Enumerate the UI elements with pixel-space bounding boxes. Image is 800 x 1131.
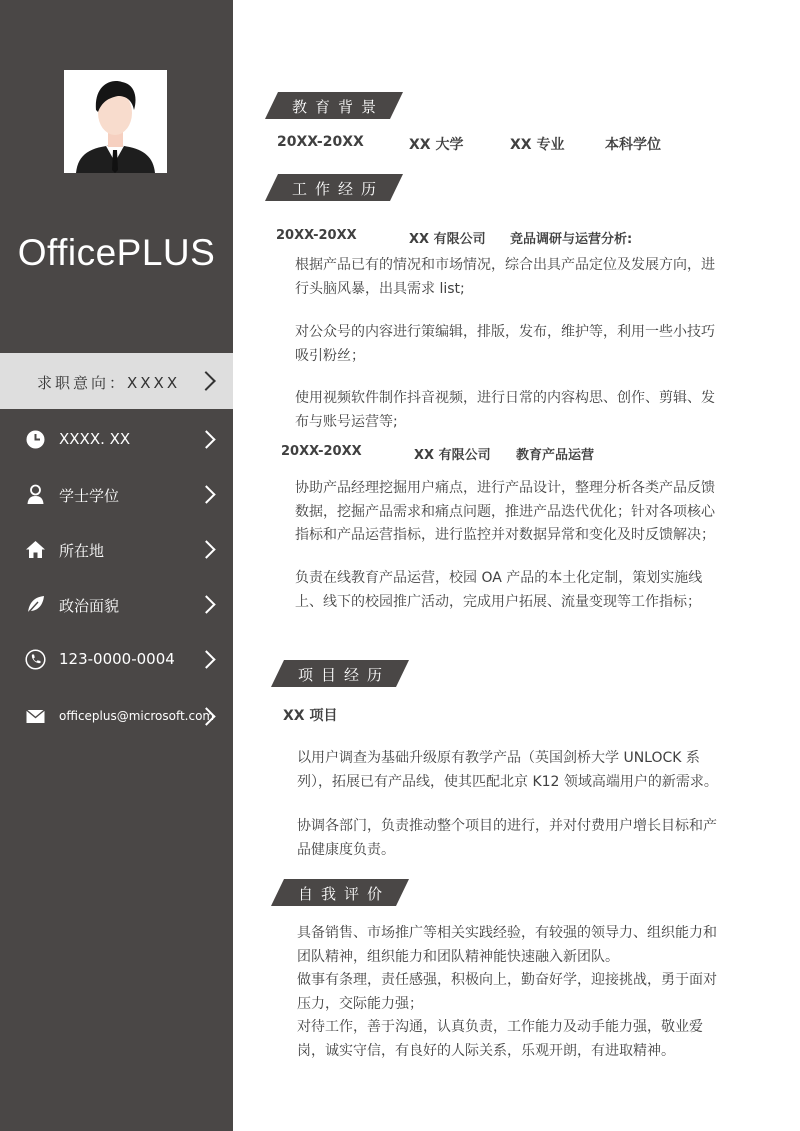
job1-paragraph: 使用视频软件制作抖音视频，进行日常的内容构思、创作、剪辑、发布与账号运营等; <box>295 390 715 430</box>
chevron-right-icon <box>197 430 215 448</box>
project-paragraph: 协调各部门，负责推动整个项目的进行，并对付费用户增长目标和产品健康度负责。 <box>297 818 717 858</box>
project-section-header <box>271 660 409 687</box>
home-icon <box>25 539 46 560</box>
education-major: XX 专业 <box>510 137 565 153</box>
user-icon <box>25 484 46 505</box>
job2-period: 20XX-20XX <box>281 444 362 459</box>
work-title: 工作经历 <box>291 180 384 198</box>
job-intent-label: 求职意向：XXXX <box>37 374 181 392</box>
info-text-birthdate: XXXX. XX <box>59 430 131 448</box>
info-item-location <box>0 535 233 565</box>
job2-paragraph: 负责在线教育产品运营，校园 OA 产品的本土化定制，策划实施线上、线下的校园推广活动，完成用户拓展、流量变现等工作指标； <box>295 570 703 610</box>
info-text-email: officeplus@microsoft.com <box>59 709 215 723</box>
self-eval-title: 自我评价 <box>297 885 390 903</box>
work-section-header <box>265 174 403 201</box>
job1-role: 竞品调研与运营分析: <box>510 232 633 247</box>
job-intent-bar <box>0 353 233 409</box>
info-item-degree <box>0 480 233 510</box>
info-item-phone <box>0 645 233 675</box>
self-eval-paragraph: 对待工作，善于沟通，认真负责，工作能力及动手能力强，敬业爱岗，诚实守信，有良好的人际关系，乐观开朗，有进取精神。 <box>297 1019 703 1059</box>
education-degree: 本科学位 <box>605 137 661 153</box>
education-school: XX 大学 <box>409 137 464 153</box>
chevron-right-icon <box>197 595 215 613</box>
project-title: 项目经历 <box>297 666 390 684</box>
job1-paragraph: 对公众号的内容进行策编辑，排版，发布，维护等，利用一些小技巧吸引粉丝； <box>295 324 715 364</box>
education-section-header <box>265 92 403 119</box>
job1-paragraph: 根据产品已有的情况和市场情况，综合出具产品定位及发展方向，进行头脑风暴，出具需求 list; <box>295 257 715 297</box>
info-item-email <box>0 702 233 732</box>
info-item-birthdate <box>0 425 233 455</box>
chevron-right-icon <box>196 371 216 391</box>
chevron-right-icon <box>197 485 215 503</box>
chevron-right-icon <box>197 650 215 668</box>
education-title: 教育背景 <box>291 98 384 116</box>
chevron-right-icon <box>197 540 215 558</box>
phone-icon <box>25 649 46 670</box>
education-period: 20XX-20XX <box>277 134 364 150</box>
project-paragraph: 以用户调查为基础升级原有教学产品（英国剑桥大学 UNLOCK 系列），拓展已有产品线，使其匹配北京 K12 领域高端用户的新需求。 <box>297 750 718 790</box>
info-text-location: 所在地 <box>59 542 105 560</box>
info-item-political-status <box>0 590 233 620</box>
leaf-icon <box>25 594 46 615</box>
job2-paragraph: 协助产品经理挖掘用户痛点，进行产品设计，整理分析各类产品反馈数据，挖掘产品需求和痛点问题，推进产品迭代优化；针对各项核心指标和产品运营指标，进行监控并对数据异常和变化及时反馈解决； <box>295 480 715 543</box>
self-eval-paragraph: 具备销售、市场推广等相关实践经验，有较强的领导力、组织能力和团队精神，组织能力和团队精神能快速融入新团队。 <box>297 925 717 965</box>
project-name: XX 项目 <box>283 708 338 724</box>
job1-period: 20XX-20XX <box>276 228 357 243</box>
self-eval-section-header <box>271 879 409 906</box>
sidebar <box>0 0 233 1131</box>
brand-name: OfficePLUS <box>17 232 216 273</box>
job2-role: 教育产品运营 <box>516 448 595 463</box>
job2-company: XX 有限公司 <box>414 448 491 463</box>
info-text-phone: 123-0000-0004 <box>59 650 175 668</box>
info-text-degree: 学士学位 <box>59 487 120 505</box>
self-eval-paragraph: 做事有条理，责任感强，积极向上，勤奋好学，迎接挑战，勇于面对压力，交际能力强； <box>297 972 717 1012</box>
job1-company: XX 有限公司 <box>409 232 486 247</box>
clock-icon <box>25 429 46 450</box>
info-text-political-status: 政治面貌 <box>59 597 120 615</box>
mail-icon <box>25 706 46 727</box>
avatar <box>64 70 167 173</box>
